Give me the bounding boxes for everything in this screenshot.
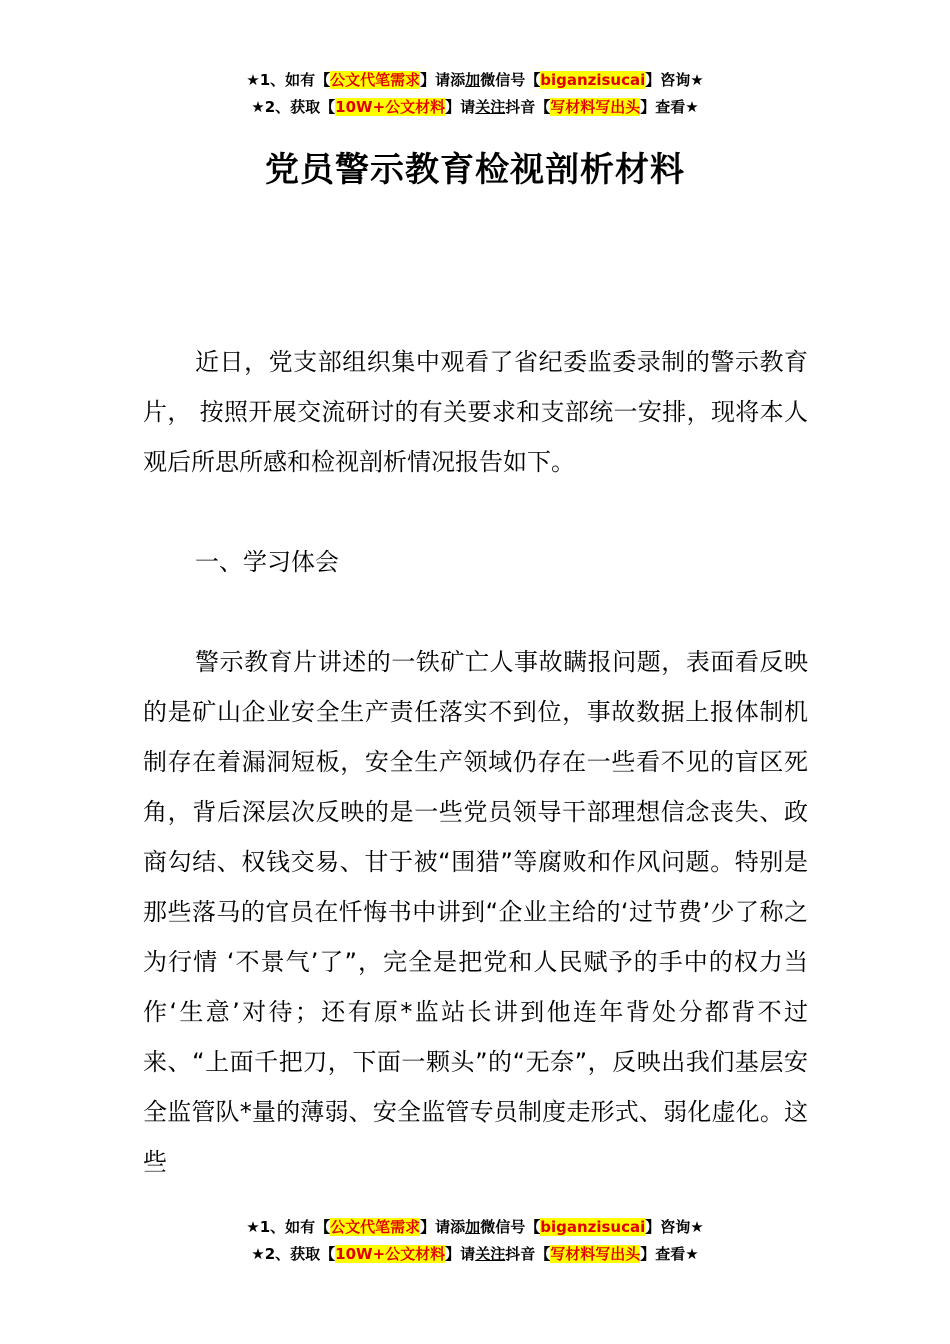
star-icon: ★ xyxy=(251,1245,265,1263)
promo-line-2 xyxy=(0,1241,950,1268)
promo-text: 】咨询 xyxy=(645,1218,691,1236)
star-icon: ★ xyxy=(251,98,265,116)
promo-line-1 xyxy=(0,1214,950,1241)
promo-text: 】查看 xyxy=(640,1245,686,1263)
promo-highlight: 写材料写出头 xyxy=(550,98,641,116)
promo-text: 1、如有【 xyxy=(259,71,331,89)
intro-paragraph: 近日，党支部组织集中观看了省纪委监委录制的警示教育片， 按照开展交流研讨的有关要求和支部统一安排，现将本人观后所思所感和检视剖析情况报告如下。 xyxy=(143,348,808,476)
promo-text: 微信号【 xyxy=(480,1218,541,1236)
promo-text: 】请添 xyxy=(420,1218,466,1236)
promo-line-2 xyxy=(0,94,950,121)
promo-text: 抖音【 xyxy=(505,1245,551,1263)
promo-highlight: 10W+公文材料 xyxy=(335,98,446,116)
promo-text: 】咨询 xyxy=(645,71,691,89)
star-icon: ★ xyxy=(246,1218,260,1236)
section-heading: 一、学习体会 xyxy=(195,548,339,576)
promo-underline: 加 xyxy=(465,71,481,89)
promo-banner-top xyxy=(0,67,950,121)
document-title: 党员警示教育检视剖析材料 xyxy=(265,150,685,190)
promo-highlight: 写材料写出头 xyxy=(550,1245,641,1263)
promo-underline: 关注 xyxy=(475,98,506,116)
promo-text: 1、如有【 xyxy=(259,1218,331,1236)
promo-text: 】请添 xyxy=(420,71,466,89)
promo-text: 】请 xyxy=(445,98,476,116)
promo-highlight: 10W+公文材料 xyxy=(335,1245,446,1263)
promo-highlight: biganzisucai xyxy=(540,1218,646,1236)
promo-underline: 加 xyxy=(465,1218,481,1236)
promo-line-1 xyxy=(0,67,950,94)
promo-highlight: 公文代笔需求 xyxy=(330,1218,421,1236)
star-icon: ★ xyxy=(685,1245,699,1263)
body-paragraph: 警示教育片讲述的一铁矿亡人事故瞒报问题，表面看反映的是矿山企业安全生产责任落实不到位，事故数据上报体制机制存在着漏洞短板，安全生产领域仍存在一些看不见的盲区死角，背后深层次反映的是一些党员领导干部理想信念丧失、政商勾结、权钱交易、甘于被“围猎”等腐败和作风问题。特别是那些落马的官员在忏悔书中讲到“企业主给的‘过节费’少了称之为行情 ‘不景气’了”，完全是把党和人民赋予的手中的权力当作‘生意’对待；还有原*监站长讲到他连年背处分都背不过来、“上面千把刀，下面一颗头”的“无奈”，反映出我们基层安全监管队*量的薄弱、安全监管专员制度走形式、弱化虚化。这些 xyxy=(143,648,808,1176)
promo-text: 】请 xyxy=(445,1245,476,1263)
promo-text: 2、获取【 xyxy=(264,98,336,116)
promo-text: 微信号【 xyxy=(480,71,541,89)
promo-text: 2、获取【 xyxy=(264,1245,336,1263)
promo-underline: 关注 xyxy=(475,1245,506,1263)
promo-text: 】查看 xyxy=(640,98,686,116)
promo-text: 抖音【 xyxy=(505,98,551,116)
star-icon: ★ xyxy=(685,98,699,116)
promo-highlight: 公文代笔需求 xyxy=(330,71,421,89)
star-icon: ★ xyxy=(246,71,260,89)
promo-banner-bottom xyxy=(0,1214,950,1268)
star-icon: ★ xyxy=(690,71,704,89)
star-icon: ★ xyxy=(690,1218,704,1236)
promo-highlight: biganzisucai xyxy=(540,71,646,89)
